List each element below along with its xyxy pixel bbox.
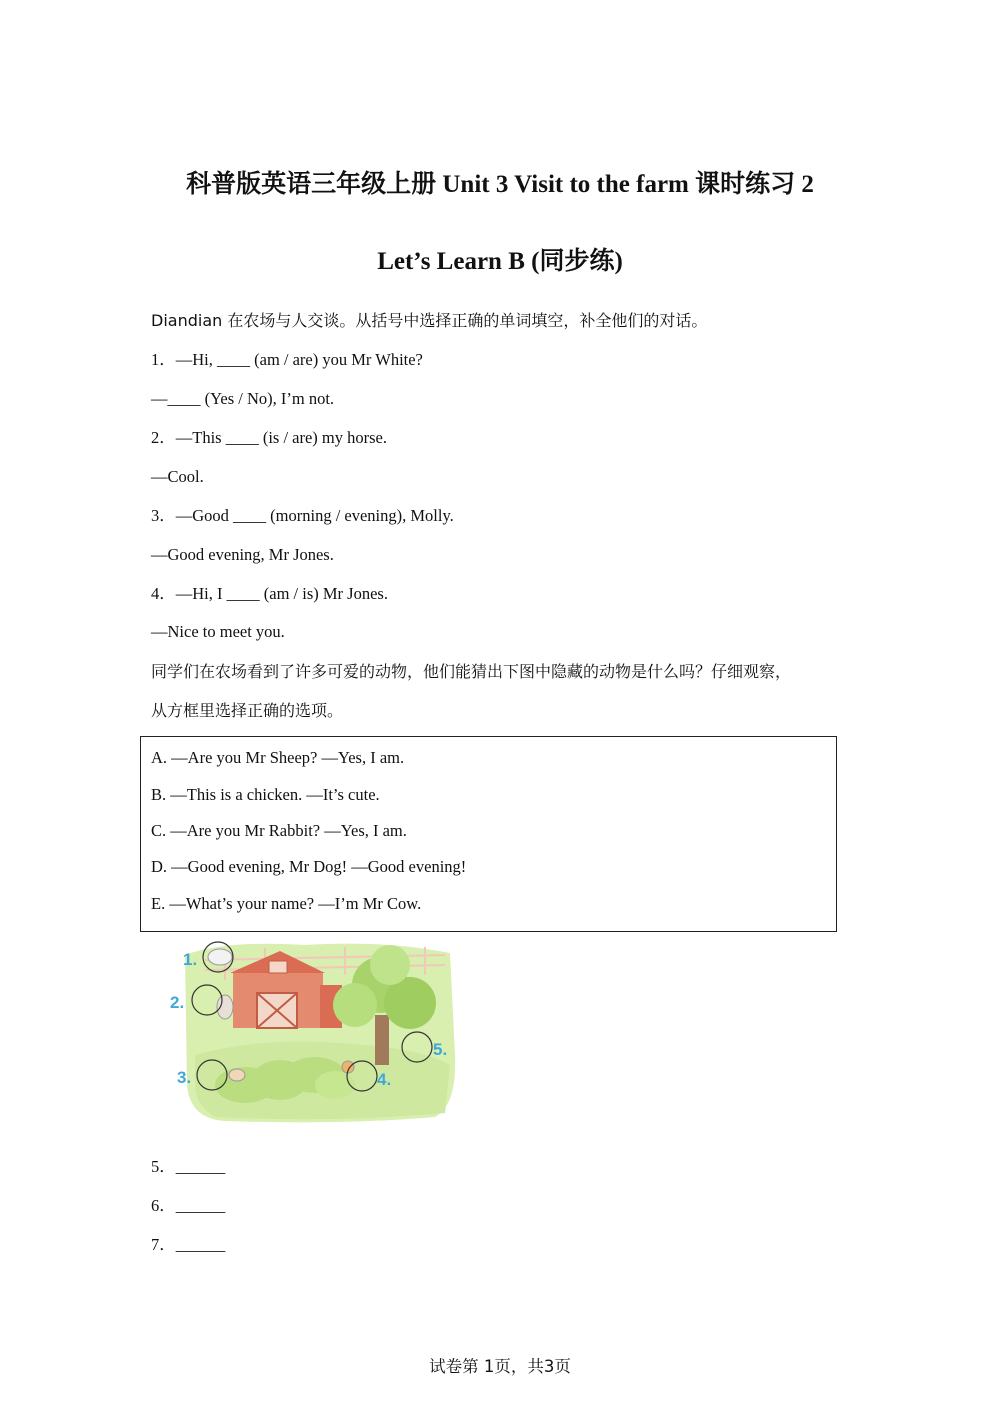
answer-4: —Nice to meet you. — [151, 622, 285, 641]
farm-picture — [165, 935, 465, 1125]
section1-instruction: Diandian 在农场与人交谈。从括号中选择正确的单词填空，补全他们的对话。 — [151, 311, 708, 330]
picture-label-1: 1. — [183, 950, 198, 969]
picture-label-4: 4. — [377, 1070, 392, 1089]
page-title-line2: Let’s Learn B (同步练) — [377, 248, 623, 275]
answer-blank-6: 6．______ — [151, 1196, 226, 1215]
options-box — [140, 736, 837, 932]
option-d: D. —Good evening, Mr Dog! —Good evening! — [151, 857, 467, 876]
question-1: 1．—Hi, ____ (am / are) you Mr White? — [151, 350, 423, 369]
option-c: C. —Are you Mr Rabbit? —Yes, I am. — [151, 821, 407, 840]
question-4: 4．—Hi, I ____ (am / is) Mr Jones. — [151, 584, 388, 603]
page-footer: 试卷第 1页，共3页 — [429, 1357, 571, 1376]
option-b: B. —This is a chicken. —It’s cute. — [151, 785, 380, 804]
picture-label-2: 2. — [170, 993, 185, 1012]
answer-blank-5: 5．______ — [151, 1157, 226, 1176]
answer-3: —Good evening, Mr Jones. — [151, 545, 334, 564]
answer-1: —____ (Yes / No), I’m not. — [151, 389, 335, 408]
farm-illustration — [165, 935, 465, 1125]
section2-instruction-line2: 从方框里选择正确的选项。 — [151, 701, 344, 720]
picture-label-3: 3. — [177, 1068, 192, 1087]
answer-2: —Cool. — [151, 467, 204, 486]
question-3: 3．—Good ____ (morning / evening), Molly. — [151, 506, 454, 525]
page-title-line1: 科普版英语三年级上册 Unit 3 Visit to the farm 课时练习 2 — [186, 171, 814, 198]
section2-instruction-line1: 同学们在农场看到了许多可爱的动物，他们能猜出下图中隐藏的动物是什么吗？仔细观察， — [151, 662, 792, 681]
option-a: A. —Are you Mr Sheep? —Yes, I am. — [151, 748, 405, 767]
answer-blank-7: 7．______ — [151, 1235, 226, 1254]
picture-label-5: 5. — [433, 1040, 448, 1059]
question-2: 2．—This ____ (is / are) my horse. — [151, 428, 388, 447]
option-e: E. —What’s your name? —I’m Mr Cow. — [151, 894, 422, 913]
